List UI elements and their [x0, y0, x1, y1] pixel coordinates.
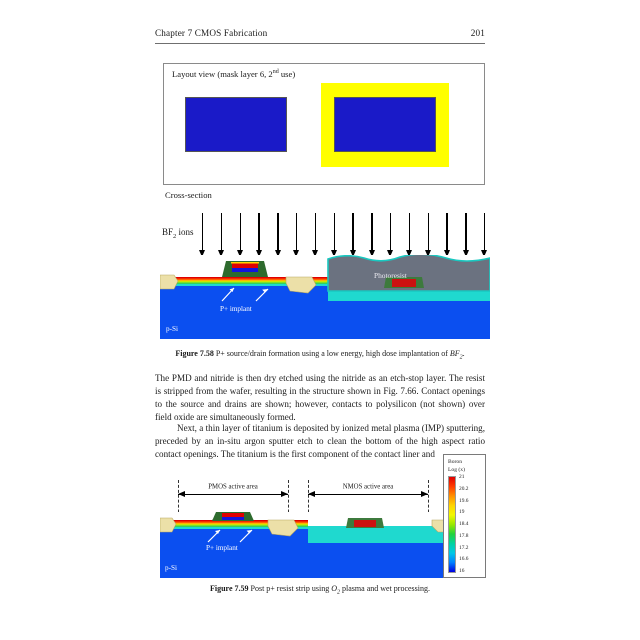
ion-arrow [465, 213, 466, 251]
caption-58-text: P+ source/drain formation using a low energy, high dose implantation of [215, 349, 450, 358]
substrate-label-58: p-Si [166, 325, 178, 333]
caption-59-number: Figure 7.59 [209, 584, 249, 593]
body-paragraph-1: The PMD and nitride is then dry etched using the nitride as an etch-stop layer. The resist is stripped from the wafer, resulting in the structure shown in Fig. 7.66. Contact openings to the source and drains are shown; however, contacts to polysilicon (not shown) over field oxide are simultaneously formed. [155, 373, 485, 422]
cross-section-58 [160, 255, 490, 339]
colorbar-tick: 20.2 [459, 485, 469, 492]
p-implant-label-58: P+ implant [220, 305, 252, 313]
pmos-active-area-label: PMOS active area [205, 484, 260, 491]
colorbar-tick: 19 [459, 509, 465, 516]
header-chapter-title: Chapter 7 CMOS Fabrication [155, 28, 268, 38]
ion-arrow [315, 213, 316, 251]
caption-59-sub: 2 [337, 589, 341, 596]
ion-arrow [409, 213, 410, 251]
caption-58-sub: 2 [459, 354, 463, 361]
colorbar-tick: 18.4 [459, 521, 469, 527]
colorbar-tick: 19.6 [459, 497, 469, 504]
ion-suffix: ions [176, 227, 194, 237]
bf2-ions-label [162, 227, 194, 240]
ion-arrow [334, 213, 335, 251]
layout-view-title [172, 69, 295, 79]
ion-arrow [202, 213, 203, 251]
cross-section-59 [160, 512, 460, 578]
ion-arrow [484, 213, 485, 251]
colorbar-tick: 21 [459, 474, 465, 480]
colorbar-tick: 17.8 [459, 532, 469, 539]
caption-59-tail: plasma and wet processing. [340, 584, 431, 593]
ion-arrow [277, 213, 278, 251]
page-header [155, 28, 485, 38]
layout-title-before: Layout view (mask layer 6, 2 [172, 69, 273, 79]
legend-title [448, 458, 465, 474]
substrate-label-59: p-Si [165, 564, 177, 572]
page-number: 201 [470, 28, 485, 38]
layout-title-after: use) [278, 69, 296, 79]
cross-section-58-svg [160, 255, 490, 339]
pmos-dimension-arrow [178, 494, 288, 495]
caption-58-number: Figure 7.58 [175, 349, 214, 358]
caption-58-period: . [462, 349, 465, 358]
nmos-active-area-label: NMOS active area [340, 484, 397, 491]
legend-title-line1: Boron [448, 459, 462, 465]
caption-59-italic: O [331, 584, 338, 593]
colorbar-gradient [448, 476, 456, 573]
mask-active-region-left [185, 97, 287, 152]
figure-7-58-graphic [160, 207, 490, 342]
p-implant-label-59: P+ implant [206, 544, 238, 552]
figure-7-58-caption [155, 349, 485, 362]
ion-arrow [240, 213, 241, 251]
boron-colorbar-legend [443, 454, 486, 578]
active-area-annotations [160, 483, 460, 502]
ion-arrow [221, 213, 222, 251]
caption-58-italic: BF [449, 349, 460, 358]
ion-species: BF [162, 227, 174, 237]
cross-section-59-svg [160, 512, 460, 578]
ion-arrow [258, 213, 259, 251]
layout-view-panel [163, 63, 485, 185]
legend-title-line2: Log (x) [448, 467, 465, 474]
ion-beam-arrows [202, 213, 484, 259]
nmos-dimension-arrow [308, 494, 428, 495]
header-divider [155, 43, 485, 44]
ion-subscript: 2 [173, 232, 177, 240]
ion-arrow [352, 213, 353, 251]
ion-arrow [428, 213, 429, 251]
colorbar-tick: 16.6 [459, 556, 469, 563]
figure-7-59-graphic [160, 478, 460, 578]
layout-title-ordinal: nd [272, 69, 279, 76]
colorbar-tick: 17.2 [459, 544, 469, 551]
mask-active-region-right [334, 97, 436, 152]
caption-59-text: Post p+ resist strip using [250, 584, 332, 593]
ion-arrow [371, 213, 372, 251]
cross-section-label: Cross-section [165, 190, 212, 200]
colorbar-tick: 16 [459, 568, 465, 574]
colorbar-tick-labels [459, 475, 485, 574]
figure-7-59-caption [155, 584, 485, 597]
ion-arrow [296, 213, 297, 251]
body-paragraph-2: Next, a thin layer of titanium is deposited by ionized metal plasma (IMP) sputtering, preceded by an in-situ argon sputter etch to clean the bottom of the high aspect ratio contact openings. The titanium is the first component of the contact liner and [155, 423, 485, 459]
ion-arrow [390, 213, 391, 251]
photoresist-label: Photoresist [374, 271, 407, 280]
ion-arrow [446, 213, 447, 251]
